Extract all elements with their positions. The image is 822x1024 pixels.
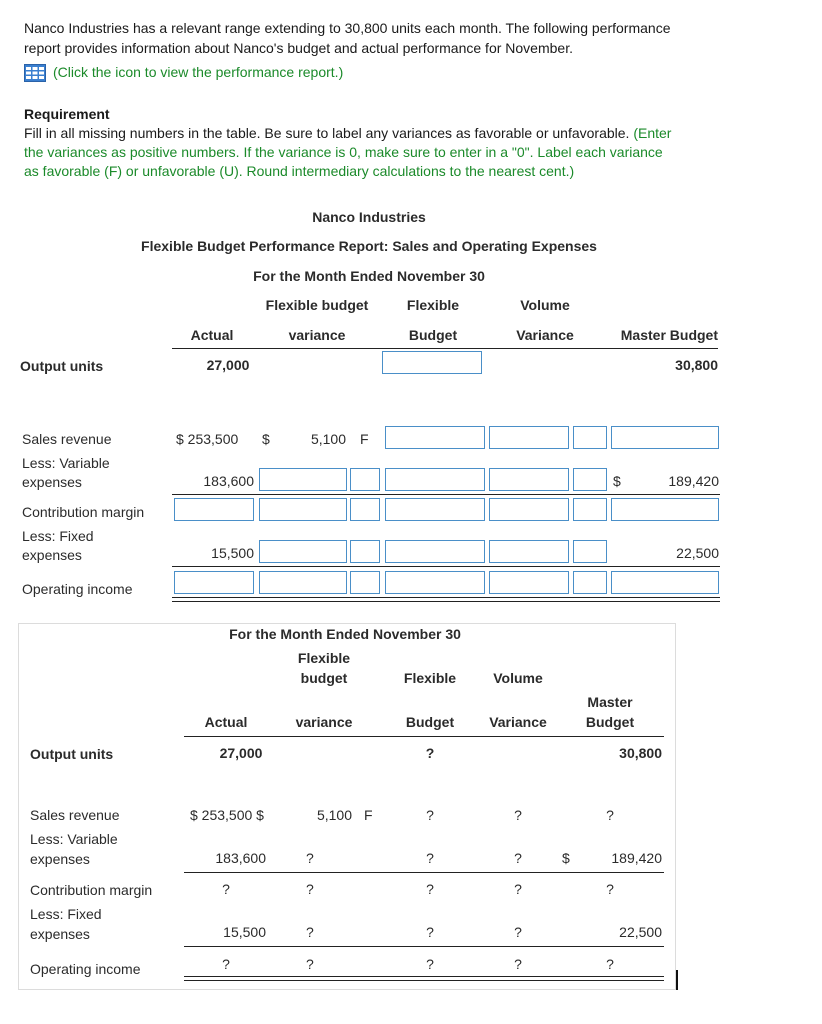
fixed-underline (172, 566, 720, 567)
report-title (0, 238, 738, 254)
oi-flex-input[interactable] (385, 571, 485, 594)
var-exp-vol-flag-input[interactable] (573, 468, 607, 491)
a-fixed-actual: 15,500 (223, 924, 266, 940)
output-units-label: Output units (20, 358, 104, 374)
a-cm-label: Contribution margin (30, 882, 153, 898)
col-flex-budget-bottom: Budget (408, 327, 458, 343)
sales-label: Sales revenue (22, 431, 112, 447)
answer-period: For the Month Ended November 30 (229, 626, 461, 642)
sales-var: 5,100 (310, 431, 346, 447)
requirement-line-3: as favorable (F) or unfavorable (U). Round intermediary calculations to the nearest cent.) (24, 163, 575, 179)
a-sales-actual: $ 253,500 $ (190, 807, 264, 823)
a-oi-vol: ? (514, 956, 522, 972)
table-icon[interactable] (24, 64, 46, 82)
oi-label: Operating income (22, 581, 133, 597)
var-exp-underline (172, 494, 720, 495)
cm-flex-input[interactable] (385, 498, 485, 521)
a-col-actual: Actual (204, 714, 248, 730)
a-var-flexvar: ? (306, 850, 314, 866)
sales-var-dollar: $ (262, 431, 270, 447)
var-exp-label-1: Less: Variable (22, 455, 110, 471)
var-exp-flexvar-input[interactable] (259, 468, 347, 491)
oi-vol-flag-input[interactable] (573, 571, 607, 594)
cm-master-input[interactable] (611, 498, 719, 521)
a-fixed-label-2: expenses (30, 926, 90, 942)
a-col-vol-1: Volume (493, 670, 543, 686)
cm-label: Contribution margin (22, 504, 145, 520)
cm-actual-input[interactable] (174, 498, 254, 521)
a-var-label-2: expenses (30, 851, 90, 867)
sales-vol-flag-input[interactable] (573, 426, 607, 449)
a-output-master: 30,800 (619, 745, 662, 761)
oi-flexvar-flag-input[interactable] (350, 571, 380, 594)
oi-master-input[interactable] (611, 571, 719, 594)
a-var-master: 189,420 (611, 850, 662, 866)
a-cm-actual: ? (222, 881, 230, 897)
report-company-text: Nanco Industries (312, 209, 426, 225)
fixed-master: 22,500 (676, 545, 719, 561)
fixed-vol-flag-input[interactable] (573, 540, 607, 563)
sales-flex-input[interactable] (385, 426, 485, 449)
fixed-flex-input[interactable] (385, 540, 485, 563)
view-report-link[interactable]: (Click the icon to view the performance report.) (53, 64, 344, 80)
a-col-flex-1: Flexible (403, 670, 457, 686)
a-sales-var-flag: F (364, 807, 373, 823)
report-title-text: Flexible Budget Performance Report: Sales and Operating Expenses (141, 238, 597, 254)
a-col-vol-2: Variance (489, 714, 547, 730)
a-var-master-dollar: $ (562, 850, 570, 866)
col-master: Master Budget (620, 327, 718, 343)
var-exp-actual: 183,600 (203, 473, 254, 489)
var-exp-label-2: expenses (22, 474, 82, 490)
a-fixed-flexvar: ? (306, 924, 314, 940)
var-exp-master: 189,420 (668, 473, 719, 489)
oi-actual-input[interactable] (174, 571, 254, 594)
a-output-label: Output units (30, 746, 114, 762)
fixed-vol-input[interactable] (489, 540, 569, 563)
a-var-vol: ? (514, 850, 522, 866)
a-col-master-1: Master (587, 694, 633, 710)
fixed-flexvar-input[interactable] (259, 540, 347, 563)
a-col-flexvar-3: variance (295, 714, 353, 730)
a-var-flex: ? (426, 850, 434, 866)
a-col-master-2: Budget (585, 714, 635, 730)
a-sales-var: 5,100 (316, 807, 352, 823)
header-underline (172, 348, 718, 349)
cm-flexvar-flag-input[interactable] (350, 498, 380, 521)
fixed-label-1: Less: Fixed (22, 528, 94, 544)
a-cm-vol: ? (514, 881, 522, 897)
a-fixed-label-1: Less: Fixed (30, 906, 102, 922)
sales-vol-input[interactable] (489, 426, 569, 449)
a-var-actual: 183,600 (215, 850, 266, 866)
a-col-flexvar-2: budget (300, 670, 348, 686)
a-cm-flexvar: ? (306, 881, 314, 897)
col-flex-budget-top: Flexible (406, 297, 460, 313)
a-oi-actual: ? (222, 956, 230, 972)
a-oi-label: Operating income (30, 961, 141, 977)
oi-vol-input[interactable] (489, 571, 569, 594)
a-oi-master: ? (606, 956, 614, 972)
a-header-underline (184, 736, 664, 737)
col-vol-bottom: Variance (516, 327, 574, 343)
col-vol-top: Volume (520, 297, 570, 313)
cm-vol-flag-input[interactable] (573, 498, 607, 521)
cm-flexvar-input[interactable] (259, 498, 347, 521)
col-flex-var-top: Flexible budget (265, 297, 369, 313)
a-sales-label: Sales revenue (30, 807, 120, 823)
requirement-heading: Requirement (24, 106, 110, 122)
var-exp-flex-input[interactable] (385, 468, 485, 491)
sales-master-input[interactable] (611, 426, 719, 449)
intro-line-2: report provides information about Nanco's budget and actual performance for November. (24, 40, 573, 56)
a-fixed-flex: ? (426, 924, 434, 940)
cm-vol-input[interactable] (489, 498, 569, 521)
a-oi-flex: ? (426, 956, 434, 972)
a-fixed-master: 22,500 (619, 924, 662, 940)
a-output-actual: 27,000 (219, 745, 263, 761)
var-exp-flexvar-flag-input[interactable] (350, 468, 380, 491)
output-master: 30,800 (675, 357, 718, 373)
a-var-label-1: Less: Variable (30, 831, 118, 847)
a-col-flex-2: Budget (405, 714, 455, 730)
a-var-underline (184, 872, 664, 873)
fixed-flexvar-flag-input[interactable] (350, 540, 380, 563)
var-exp-vol-input[interactable] (489, 468, 569, 491)
output-actual: 27,000 (206, 357, 250, 373)
sales-actual: $ 253,500 (176, 431, 239, 447)
var-exp-master-dollar: $ (613, 473, 621, 489)
report-period (0, 268, 738, 284)
text-cursor (676, 970, 678, 990)
a-sales-flex: ? (426, 807, 434, 823)
intro-line-1: Nanco Industries has a relevant range extending to 30,800 units each month. The following performance (24, 20, 671, 36)
requirement-line-1 (24, 125, 671, 141)
a-oi-double-underline (184, 976, 664, 981)
a-cm-master: ? (606, 881, 614, 897)
output-flex-budget-input[interactable] (382, 351, 482, 374)
a-sales-vol: ? (514, 807, 522, 823)
sales-var-flag: F (360, 431, 369, 447)
a-sales-master: ? (606, 807, 614, 823)
report-company (0, 209, 738, 225)
a-cm-flex: ? (426, 881, 434, 897)
requirement-line-1-plain: Fill in all missing numbers in the table. Be sure to label any variances as favorable or unfavorable. (24, 125, 634, 141)
fixed-actual: 15,500 (211, 545, 254, 561)
a-fixed-vol: ? (514, 924, 522, 940)
a-oi-flexvar: ? (306, 956, 314, 972)
oi-double-underline (172, 597, 720, 602)
fixed-label-2: expenses (22, 547, 82, 563)
requirement-line-1-green: (Enter (633, 125, 672, 141)
requirement-line-2: the variances as positive numbers. If the variance is 0, make sure to enter in a "0". Label each variance (24, 144, 663, 160)
oi-flexvar-input[interactable] (259, 571, 347, 594)
a-col-flexvar-1: Flexible (297, 650, 351, 666)
report-period-text: For the Month Ended November 30 (253, 268, 485, 284)
a-output-flex: ? (425, 745, 435, 761)
col-flex-var-bottom: variance (288, 327, 346, 343)
col-actual: Actual (190, 327, 234, 343)
a-fixed-underline (184, 946, 664, 947)
